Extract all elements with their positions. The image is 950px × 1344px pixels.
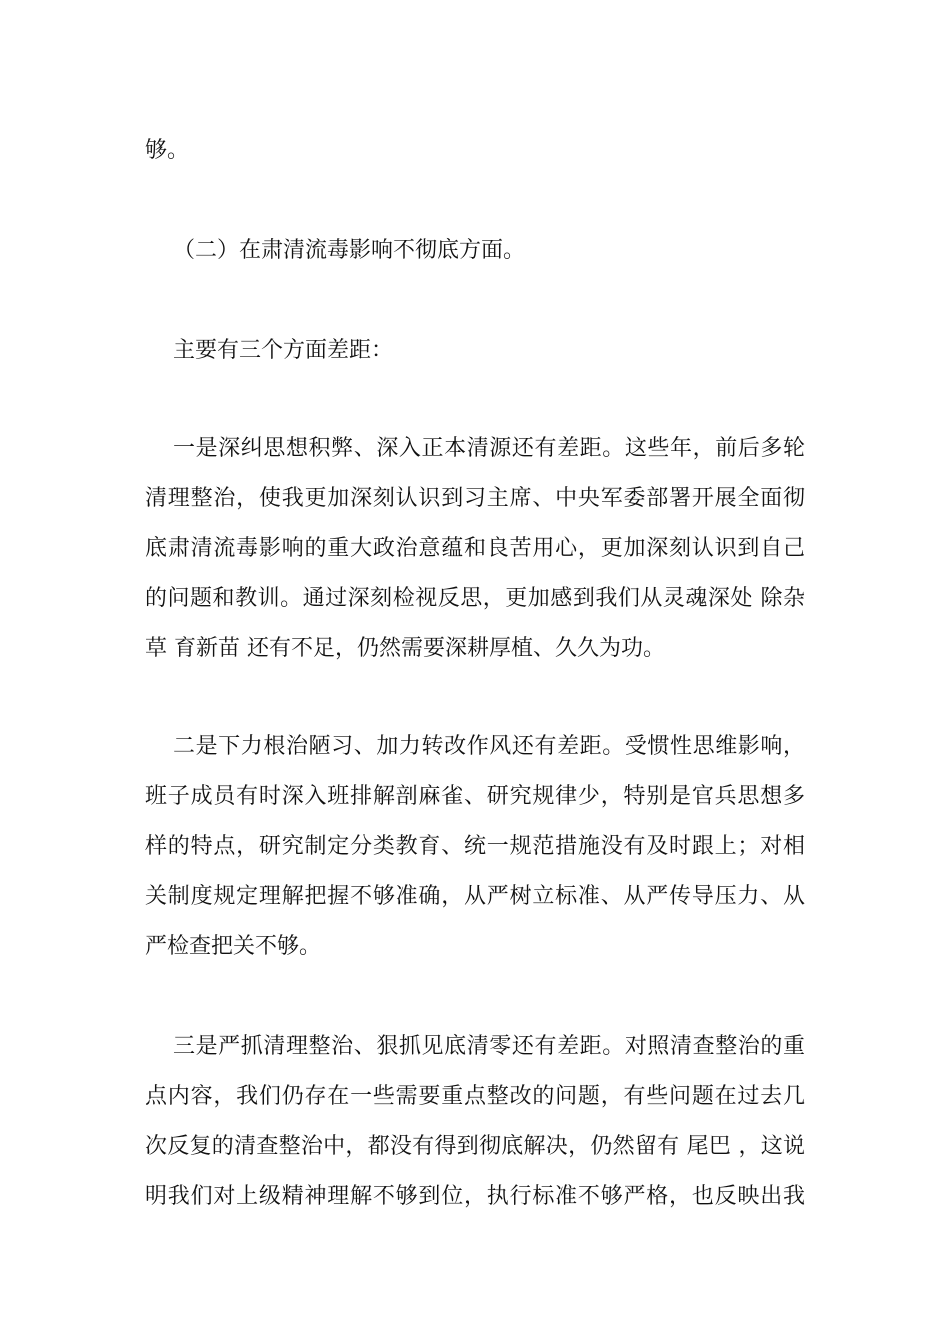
text-line: 三是严抓清理整治、狠抓见底清零还有差距。对照清查整治的重 (173, 1034, 805, 1059)
text-line: 草 育新苗 还有不足，仍然需要深耕厚植、久久为功。 (145, 636, 665, 661)
text-line: 底肃清流毒影响的重大政治意蕴和良苦用心，更加深刻认识到自己 (145, 536, 805, 561)
text-line: 一是深纠思想积弊、深入正本清源还有差距。这些年，前后多轮 (173, 436, 805, 461)
text-line: 主要有三个方面差距： (173, 338, 394, 363)
text-line: 明我们对上级精神理解不够到位，执行标准不够严格，也反映出我 (145, 1184, 805, 1209)
text-line: 样的特点，研究制定分类教育、统一规范措施没有及时跟上；对相 (145, 834, 805, 859)
text-line: 够。 (145, 138, 190, 163)
text-line: 二是下力根治陋习、加力转改作风还有差距。受惯性思维影响， (173, 734, 805, 759)
text-line: 的问题和教训。通过深刻检视反思，更加感到我们从灵魂深处 除杂 (145, 586, 805, 611)
text-line: 严检查把关不够。 (145, 934, 322, 959)
text-line: 点内容，我们仍存在一些需要重点整改的问题，有些问题在过去几 (145, 1084, 805, 1109)
text-line: 次反复的清查整治中，都没有得到彻底解决，仍然留有 尾巴 ，这说 (145, 1134, 805, 1159)
text-line: 关制度规定理解把握不够准确，从严树立标准、从严传导压力、从 (145, 884, 805, 909)
section-heading: （二）在肃清流毒影响不彻底方面。 (173, 238, 526, 263)
text-line: 清理整治，使我更加深刻认识到习主席、中央军委部署开展全面彻 (145, 486, 805, 511)
text-line: 班子成员有时深入班排解剖麻雀、研究规律少，特别是官兵思想多 (145, 784, 805, 809)
